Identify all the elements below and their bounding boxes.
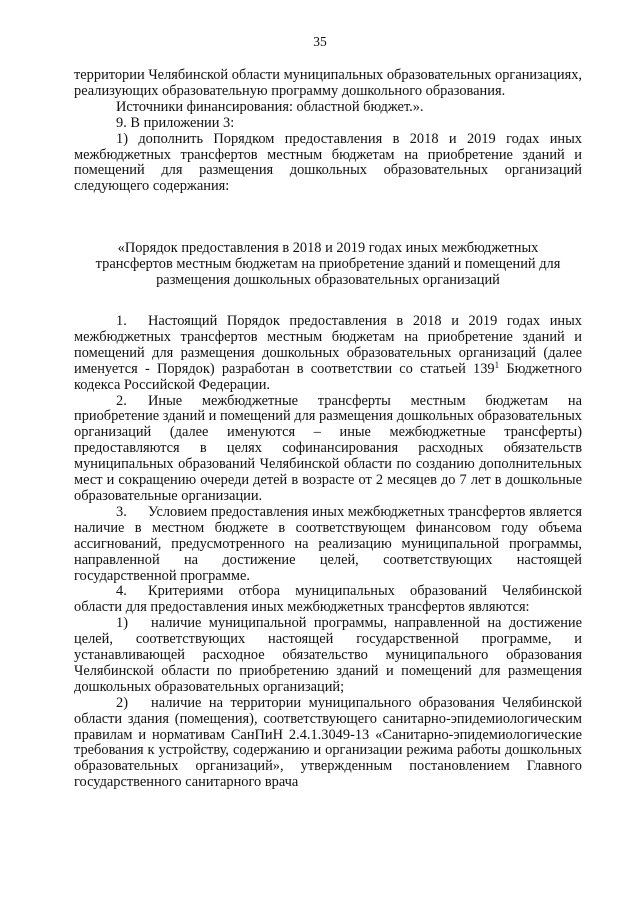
item-number: 4. <box>116 583 127 600</box>
section-title-line-3: размещения дошкольных образовательных организаций <box>156 271 500 288</box>
item-number: 1. <box>116 313 127 329</box>
item-1 <box>74 314 582 394</box>
section-title <box>74 241 582 289</box>
item-4 <box>74 584 582 616</box>
section-title-line-2: трансфертов местным бюджетам на приобретение зданий и помещений для <box>95 255 561 272</box>
item-superscript: 1 <box>494 359 500 370</box>
item-number: 3. <box>116 503 127 520</box>
item-text: Настоящий Порядок предоставления в 2018 и 2019 годах иных межбюджетных трансфертов местным бюджетам на приобретение зданий и помещений для размещения дошкольных образовательных организаций (далее именуется - Порядок) разработан в соответствии со статьей 139 <box>74 313 582 377</box>
intro-paragraph-2: Источники финансирования: областной бюджет.». <box>116 98 424 115</box>
item-text: Иные межбюджетные трансферты местным бюджетам на приобретение зданий и помещений для размещения дошкольных образовательных организаций (далее именуются – иные межбюджетные трансферты) предоставляются в целях софинансирования расходных обязательств муниципальных образований Челябинской области по созданию дополнительных мест и сокращению очереди детей в возрасте от 2 месяцев до 7 лет в дошкольные образовательные организации. <box>74 392 582 504</box>
item-text: Условием предоставления иных межбюджетных трансфертов является наличие в местном бюджете в соответствующем финансовом году объема ассигнований, предусмотренного на реализацию муниципальной программы, направленной на достижение целей, соответствующих настоящей государственной программе. <box>74 503 582 584</box>
page-number: 35 <box>313 34 327 49</box>
items-block <box>74 314 582 791</box>
item-2 <box>74 394 582 505</box>
item-text-end: Бюджетного кодекса Российской Федерации. <box>74 360 582 393</box>
intro-paragraph-4: 1) дополнить Порядком предоставления в 2018 и 2019 годах иных межбюджетных трансфертов местным бюджетам на приобретение зданий и помещений для размещения дошкольных образовательных организаций следующего содержания: <box>74 130 582 195</box>
sub-item-number: 1) <box>116 615 128 632</box>
section-title-line-1: «Порядок предоставления в 2018 и 2019 годах иных межбюджетных <box>117 240 539 256</box>
sub-item-text: наличие муниципальной программы, направленной на достижение целей, соответствующих настоящей государственной программе, и устанавливающей расходное обязательство муниципального образования Челябинской области по приобретению зданий и помещений для размещения дошкольных образовательных организаций; <box>74 615 582 695</box>
sub-item-1 <box>74 616 582 696</box>
item-text: Критериями отбора муниципальных образований Челябинской области для предоставления иных межбюджетных трансфертов являются: <box>74 583 582 616</box>
intro-block <box>74 68 582 195</box>
sub-item-number: 2) <box>116 694 128 711</box>
sub-item-text: наличие на территории муниципального образования Челябинской области здания (помещения), соответствующего санитарно-эпидемиологическим правилам и нормативам СанПиН 2.4.1.3049-13 «Санитарно-эпидемиологические требования к устройству, содержанию и организации режима работы дошкольных образовательных организаций», утвержденным постановлением Главного государственного санитарного врача <box>74 694 582 791</box>
intro-paragraph-3: 9. В приложении 3: <box>116 114 235 131</box>
item-number: 2. <box>116 392 127 409</box>
item-3 <box>74 505 582 585</box>
intro-paragraph-1: территории Челябинской области муниципальных образовательных организациях, реализующих образовательную программу дошкольного образования. <box>74 67 582 99</box>
sub-item-2 <box>74 696 582 791</box>
